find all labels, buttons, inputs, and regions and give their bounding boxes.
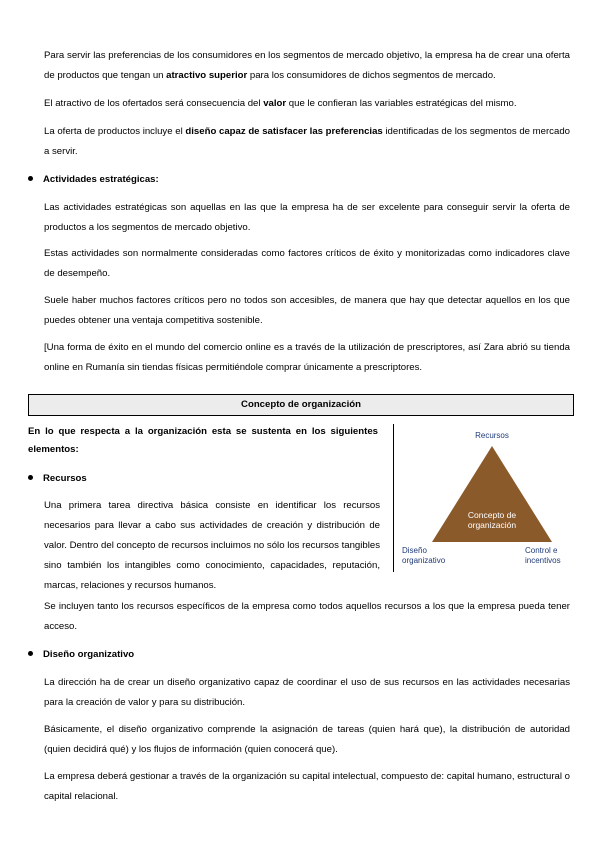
paragraph-recursos: Una primera tarea directiva básica consiste en identificar los recursos necesarios para llevar a cabo sus actividades de creación y distribución de valor. Dentro del concepto de recursos incluimos no sólo los recursos tangibles sino también los intangibles como conocimiento, capacidades, reputación, marcas, relaciones y recursos humanos. (44, 500, 380, 591)
organization-triangle-diagram (393, 424, 574, 572)
bullet-dot (28, 651, 33, 656)
paragraph-capital: La empresa deberá gestionar a través de la organización su capital intelectual, compuesto de: capital humano, estructural o capital relacional. (44, 771, 570, 802)
bullet-label: Actividades estratégicas: (43, 174, 159, 185)
paragraph-recursos-especificos: Se incluyen tanto los recursos específicos de la empresa como todos aquellos recursos a los que la empresa pueda tener acceso. (44, 601, 570, 632)
diagram-label-control-1: Control e (525, 546, 558, 555)
diagram-label-control-2: incentivos (525, 556, 561, 565)
bullet-recursos (28, 472, 87, 486)
bullet-dot (28, 475, 33, 480)
bold-text: diseño capaz de satisfacer las preferencias (185, 126, 383, 137)
lead-paragraph: En lo que respecta a la organización esta se sustenta en los siguientes elementos: (28, 426, 378, 455)
bold-text: valor (263, 98, 287, 109)
diagram-label-diseno-2: organizativo (402, 556, 446, 565)
section-heading-organizacion: Concepto de organización (28, 394, 574, 416)
bullet-label: Recursos (43, 473, 87, 484)
text: identificadas de los segmentos de mercado a servir. (44, 126, 570, 157)
bold-text: atractivo superior (166, 70, 248, 81)
paragraph-prescriptores: [Una forma de éxito en el mundo del comercio online es a través de la utilización de prescriptores, así Zara abrió su tienda online en Rumanía sin tiendas físicas permitiéndole comprar únicamente a prescriptores. (44, 342, 570, 373)
paragraph-actividades: Las actividades estratégicas son aquellas en las que la empresa ha de ser excelente para conseguir servir la oferta de productos a los segmentos de mercado objetivo. (44, 202, 570, 233)
paragraph-diseno-oferta (44, 122, 570, 162)
text: para los consumidores de dichos segmentos de mercado. (247, 70, 496, 81)
diagram-label-diseno-1: Diseño (402, 546, 427, 555)
text: que le confieran las variables estratégicas del mismo. (286, 98, 517, 109)
paragraph-direccion: La dirección ha de crear un diseño organizativo capaz de coordinar el uso de sus recursos en las actividades necesarias para la creación de valor y para su distribución. (44, 677, 570, 708)
paragraph-atractivo (44, 94, 570, 114)
diagram-center-label-2: organización (467, 520, 517, 530)
text: El atractivo de los ofertados será consecuencia del (44, 98, 264, 109)
paragraph-factores: Estas actividades son normalmente consideradas como factores críticos de éxito y monitorizadas como indicadores clave de desempeño. (44, 248, 570, 279)
paragraph-basicamente: Básicamente, el diseño organizativo comprende la asignación de tareas (quien hará que), la distribución de autoridad (quien decidirá qué) y los flujos de información (quien conocerá que). (44, 724, 570, 755)
diagram-label-recursos: Recursos (475, 431, 509, 440)
bullet-diseno (28, 648, 134, 662)
text: La oferta de productos incluye el (44, 126, 186, 137)
paragraph-ventaja: Suele haber muchos factores críticos pero no todos son accesibles, de manera que hay que detectar aquellos en los que puedes obtener una ventaja competitiva sostenible. (44, 295, 570, 326)
bullet-label: Diseño organizativo (43, 649, 135, 660)
diagram-center-label-1: Concepto de (467, 510, 517, 520)
paragraph-oferta (44, 46, 570, 86)
diagram-svg (394, 424, 574, 572)
text: Para servir las preferencias de los consumidores en los segmentos de mercado objetivo, la empresa ha de crear una oferta de productos que tengan un (44, 50, 570, 81)
bullet-actividades (28, 173, 159, 187)
bullet-dot (28, 176, 33, 181)
